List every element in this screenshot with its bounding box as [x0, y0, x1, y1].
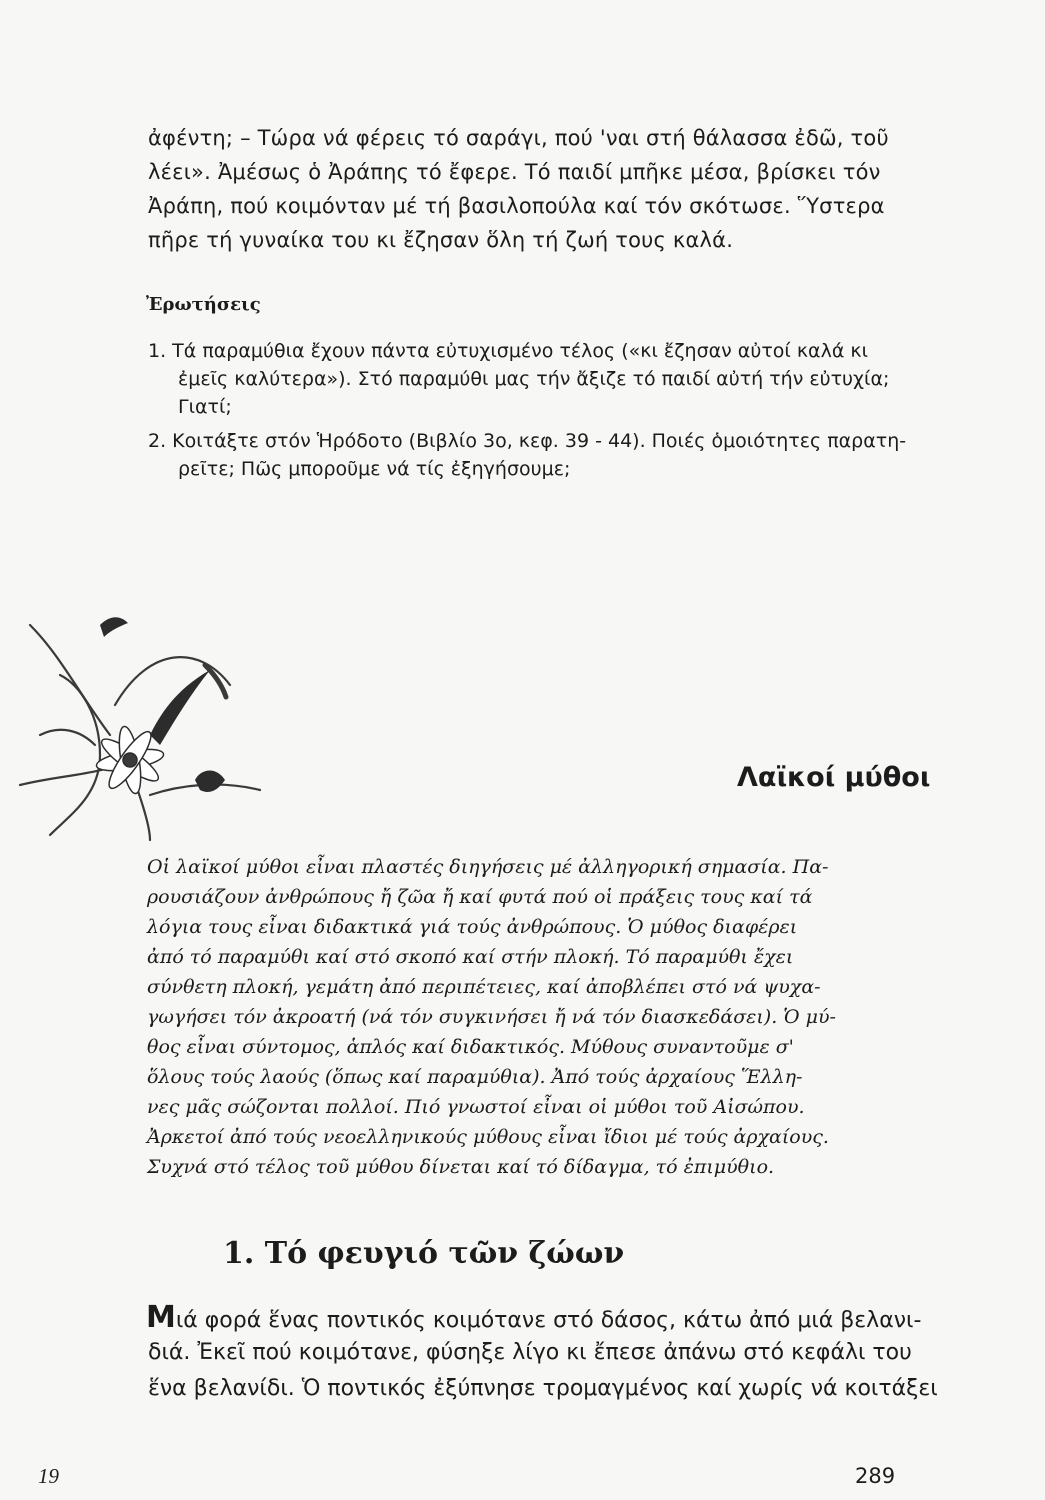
story-line: ἕνα βελανίδι. Ὁ ποντικός ἐξύπνησε τρομαγμένος καί χωρίς νά κοιτάξει — [148, 1376, 938, 1401]
drop-cap: Μ — [146, 1300, 176, 1335]
intro-line: γωγήσει τόν ἀκροατή (νά τόν συγκινήσει ἤ νά τόν διασκεδάσει). Ὁ μύ- — [147, 1006, 836, 1028]
questions-heading: Ἐρωτήσεις — [146, 294, 261, 315]
story-line — [146, 1300, 921, 1335]
intro-line: Ἀρκετοί ἀπό τούς νεοελληνικούς μύθους εἶναι ἴδιοι μέ τούς ἀρχαίους. — [147, 1126, 829, 1148]
floral-ornament-icon — [0, 585, 300, 845]
intro-line: ρουσιάζουν ἀνθρώπους ἤ ζῶα ἤ καί φυτά πού οἱ πράξεις τους καί τά — [147, 886, 813, 908]
intro-line: λόγια τους εἶναι διδακτικά γιά τούς ἀνθρώπους. Ὁ μύθος διαφέρει — [147, 916, 798, 938]
paragraph-line: Ἀράπη, πού κοιμόνταν μέ τή βασιλοπούλα καί τόν σκότωσε. Ὕστερα — [148, 194, 885, 218]
paragraph-line: πῆρε τή γυναίκα του κι ἔζησαν ὅλη τή ζωή τους καλά. — [148, 228, 734, 252]
chapter-title: 1. Τό φευγιό τῶν ζώων — [223, 1236, 625, 1271]
section-title: Λαϊκοί μύθοι — [737, 762, 931, 793]
intro-line: Συχνά στό τέλος τοῦ μύθου δίνεται καί τό δίδαγμα, τό ἐπιμύθιο. — [147, 1156, 775, 1178]
paragraph-line: λέει». Ἀμέσως ὁ Ἀράπης τό ἔφερε. Τό παιδί μπῆκε μέσα, βρίσκει τόν — [148, 160, 881, 184]
question-line: ρεῖτε; Πῶς μποροῦμε νά τίς ἐξηγήσουμε; — [178, 458, 571, 480]
question-line: 2. Κοιτάξτε στόν Ἡρόδοτο (Βιβλίο 3ο, κεφ. 39 - 44). Ποιές ὁμοιότητες παρατη- — [148, 430, 907, 452]
story-first-line-rest: ιά φορά ἕνας ποντικός κοιμότανε στό δάσος, κάτω ἀπό μιά βελανι- — [175, 1308, 922, 1333]
intro-line: θος εἶναι σύντομος, ἁπλός καί διδακτικός. Μύθους συναντοῦμε σ' — [147, 1036, 794, 1058]
intro-line: Οἱ λαϊκοί μύθοι εἶναι πλαστές διηγήσεις μέ ἀλληγορική σημασία. Πα- — [147, 856, 829, 878]
question-line: Γιατί; — [178, 396, 232, 418]
question-line: 1. Τά παραμύθια ἔχουν πάντα εὐτυχισμένο τέλος («κι ἔζησαν αὐτοί καλά κι — [148, 340, 869, 362]
story-line: διά. Ἐκεῖ πού κοιμότανε, φύσηξε λίγο κι ἔπεσε ἀπάνω στό κεφάλι του — [148, 1340, 912, 1365]
intro-line: σύνθετη πλοκή, γεμάτη ἀπό περιπέτειες, καί ἀποβλέπει στό νά ψυχα- — [147, 976, 821, 998]
signature-mark: 19 — [38, 1464, 59, 1488]
intro-line: ἀπό τό παραμύθι καί στό σκοπό καί στήν πλοκή. Τό παραμύθι ἔχει — [147, 946, 794, 968]
intro-line: νες μᾶς σώζονται πολλοί. Πιό γνωστοί εἶναι οἱ μύθοι τοῦ Αἰσώπου. — [147, 1096, 805, 1118]
intro-line: ὅλους τούς λαούς (ὅπως καί παραμύθια). Ἀπό τούς ἀρχαίους Ἕλλη- — [147, 1066, 803, 1088]
page-number: 289 — [855, 1464, 896, 1488]
question-line: ἐμεῖς καλύτερα»). Στό παραμύθι μας τήν ἄξιζε τό παιδί αὐτή τήν εὐτυχία; — [178, 368, 890, 390]
paragraph-line: ἀφέντη; – Τώρα νά φέρεις τό σαράγι, πού 'ναι στή θάλασσα ἐδῶ, τοῦ — [148, 126, 889, 150]
